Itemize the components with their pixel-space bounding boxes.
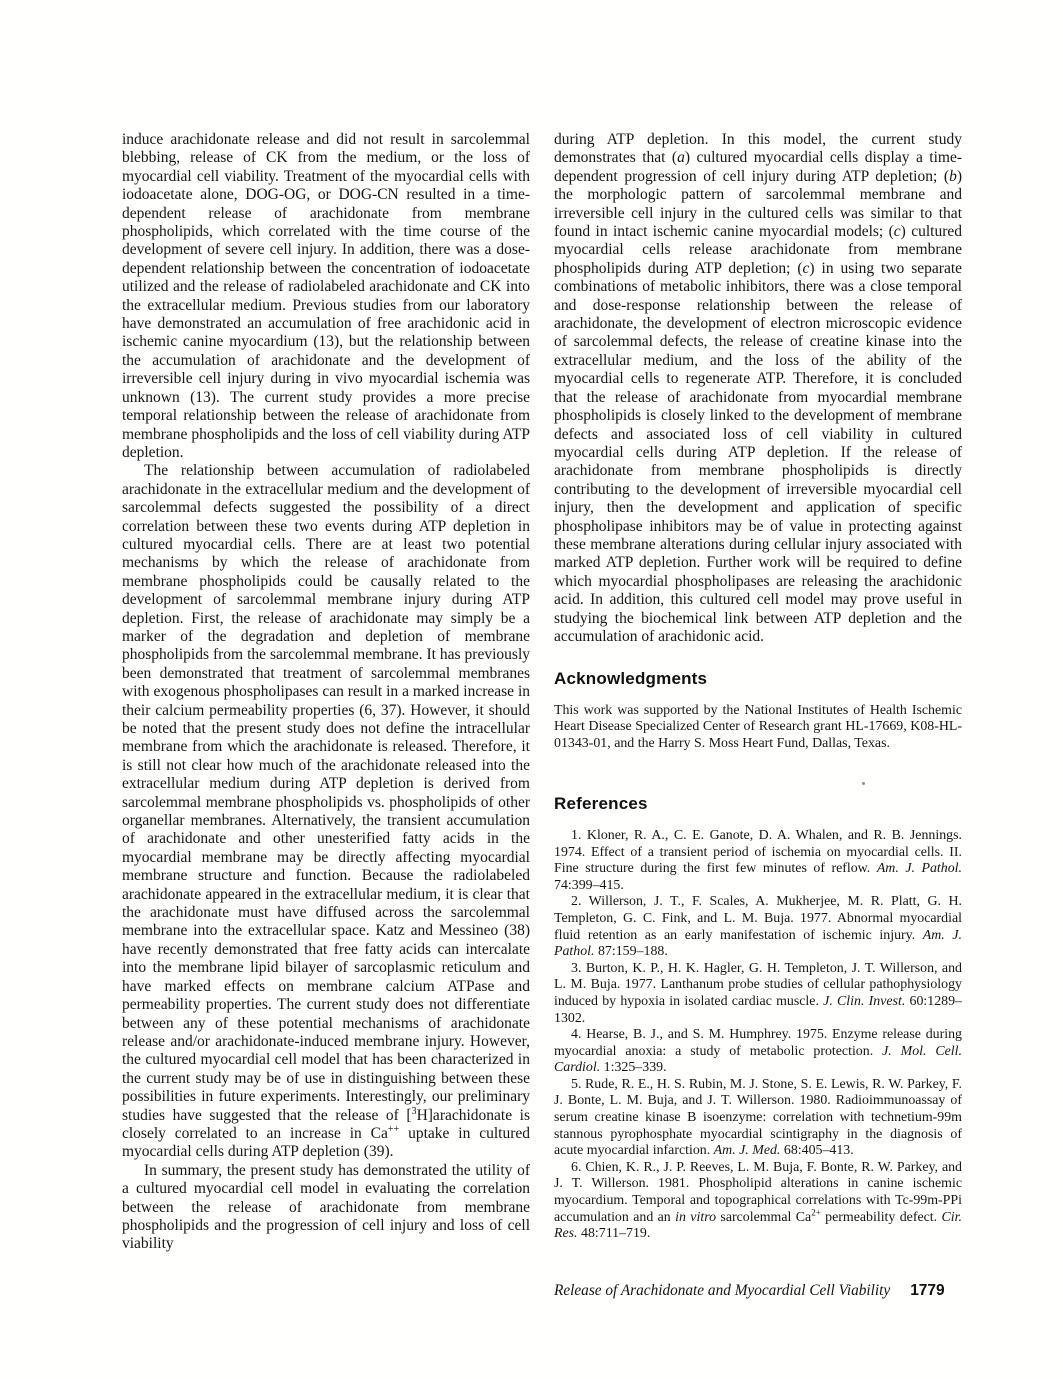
paragraph: induce arachidonate release and did not result in sarcolemmal blebbing, release of CK from the medium, or the loss of myocardial cell viability. Treatment of the myocardial cells with iodoacetate alone, DOG-OG, or DOG-CN resulted in a time-dependent release of arachidonate from membrane phospholipids, which correlated with the time course of the development of severe cell injury. In addition, there was a dose-dependent relationship between the concentration of iodoacetate utilized and the release of radiolabeled arachidonate and CK into the extracellular medium. Previous studies from our laboratory have demonstrated an accumulation of free arachidonic acid in ischemic canine myocardium (13), but the relationship between the accumulation of arachidonate and the development of irreversible cell injury during in vivo myocardial ischemia was unknown (13). The current study provides a more precise temporal relationship between the release of arachidonate from membrane phospholipids and the loss of cell viability during ATP depletion.: [122, 131, 530, 461]
reference-item: 6. Chien, K. R., J. P. Reeves, L. M. Buja, F. Bonte, R. W. Parkey, and J. T. Willerson. 1981. Phospholipid alterations in canine ischemic myocardium. Temporal and topographical correlations with Tc-99m-PPi accumulation and an in vitro sarcolemmal $Ca^{2+}$ permeability defect. Cir. Res. 48:711–719.: [554, 1159, 962, 1242]
paragraph: The relationship between accumulation of radiolabeled arachidonate in the extracellular medium and the development of sarcolemmal defects suggested the possibility of a direct correlation between these two events during ATP depletion in cultured myocardial cells. There are at least two potential mechanisms by which the release of arachidonate from membrane phospholipids could be causally related to the development of sarcolemmal membrane injury during ATP depletion. First, the release of arachidonate may simply be a marker of the degradation and depletion of membrane phospholipids from the sarcolemmal membrane. It has previously been demonstrated that treatment of sarcolemmal membranes with exogenous phospholipases can result in a marked increase in their calcium permeability properties (6, 37). However, it should be noted that the present study does not define the intracellular membrane from which the arachidonate is released. Therefore, it is still not clear how much of the arachidonate released into the extracellular medium during ATP depletion is derived from sarcolemmal membrane phospholipids vs. phospholipids of other organellar membranes. Alternatively, the transient accumulation of arachidonate and other unesterified fatty acids in the myocardial membrane may be directly affecting myocardial membrane structure and function. Because the radiolabeled arachidonate appeared in the extracellular medium, it is clear that the arachidonate must have diffused across the sarcolemmal membrane into the extracellular space. Katz and Messineo (38) have recently demonstrated that free fatty acids can intercalate into the membrane lipid bilayer of sarcoplasmic reticulum and have marked effects on membrane calcium ATPase and permeability properties. The current study does not differentiate between any of these potential mechanisms of arachidonate release and/or arachidonate-induced membrane injury. However, the cultured myocardial cell model that has been characterized in the current study may be of use in distinguishing between these possibilities in future experiments. Interestingly, our preliminary studies have suggested that the release of [$^3$H]arachidonate is closely correlated to an increase in Ca++ uptake in cultured myocardial cells during ATP depletion (39).: [122, 462, 531, 1161]
reference-item: 1. Kloner, R. A., C. E. Ganote, D. A. Whalen, and R. B. Jennings. 1974. Effect of a transient period of ischemia on myocardial cells. II. Fine structure during the first few minutes of reflow. Am. J. Pathol. 74:399–415.: [554, 827, 962, 893]
scan-speck: [862, 782, 865, 785]
acknowledgments-text: This work was supported by the National Institutes of Health Ischemic Heart Disease Specialized Center of Research grant HL-17669, K08-HL-01343-01, and the Harry S. Moss Heart Fund, Dallas, Texas.: [554, 702, 962, 751]
page-footer: [554, 1282, 962, 1300]
paragraph: In summary, the present study has demonstrated the utility of a cultured myocardial cell model in evaluating the correlation between the release of arachidonate from membrane phospholipids and the progression of cell injury and loss of cell viability: [122, 1161, 530, 1253]
left-column: [122, 131, 530, 1254]
acknowledgments-heading: Acknowledgments: [554, 669, 708, 689]
reference-item: 2. Willerson, J. T., F. Scales, A. Mukherjee, M. R. Platt, G. H. Templeton, G. C. Fink, and L. M. Buja. 1977. Abnormal myocardial fluid retention as an early manifestation of ischemic injury. Am. J. Pathol. 87:159–188.: [554, 894, 962, 960]
reference-item: 3. Burton, K. P., H. K. Hagler, G. H. Templeton, J. T. Willerson, and L. M. Buja. 1977. Lanthanum probe studies of cellular pathophysiology induced by hypoxia in isolated cardiac muscle. J. Clin. Invest. 60:1289–1302.: [554, 960, 963, 1026]
running-title: Release of Arachidonate and Myocardial Cell Viability: [554, 1282, 891, 1299]
references-heading: References: [554, 793, 648, 813]
reference-item: 4. Hearse, B. J., and S. M. Humphrey. 1975. Enzyme release during myocardial anoxia: a study of metabolic protection. J. Mol. Cell. Cardiol. 1:325–339.: [554, 1027, 962, 1076]
right-column: [554, 131, 962, 1243]
page-number: 1779: [910, 1282, 945, 1299]
paragraph: during ATP depletion. In this model, the current study demonstrates that (a) cultured myocardial cells display a time-dependent progression of cell injury during ATP depletion; (b) the morphologic pattern of sarcolemmal membrane and irreversible cell injury in the cultured cells was similar to that found in intact ischemic canine myocardial models; (c) cultured myocardial cells release arachidonate from membrane phospholipids during ATP depletion; (c) in using two separate combinations of metabolic inhibitors, there was a close temporal and dose-response relationship between the release of arachidonate, the development of electron microscopic evidence of sarcolemmal defects, the release of creatine kinase into the extracellular medium, and the loss of the ability of the myocardial cells to regenerate ATP. Therefore, it is concluded that the release of arachidonate from myocardial membrane phospholipids is closely linked to the development of membrane defects and associated loss of cell viability in cultured myocardial cells during ATP depletion. If the release of arachidonate from membrane phospholipids is directly contributing to the development of irreversible myocardial cell injury, then the development and application of specific phospholipase inhibitors may be of value in protecting against these membrane alterations during cellular injury associated with marked ATP depletion. Further work will be required to define which myocardial phospholipases are releasing the arachidonic acid. In addition, this cultured cell model may prove useful in studying the biochemical link between ATP depletion and the accumulation of arachidonic acid.: [554, 131, 963, 645]
reference-item: 5. Rude, R. E., H. S. Rubin, M. J. Stone, S. E. Lewis, R. W. Parkey, F. J. Bonte, L. M. Buja, and J. T. Willerson. 1980. Radioimmunoassay of serum creatine kinase B isoenzyme: correlation with technetium-99m stannous pyrophosphate myocardial scintigraphy in the diagnosis of acute myocardial infarction. Am. J. Med. 68:405–413.: [554, 1076, 962, 1159]
